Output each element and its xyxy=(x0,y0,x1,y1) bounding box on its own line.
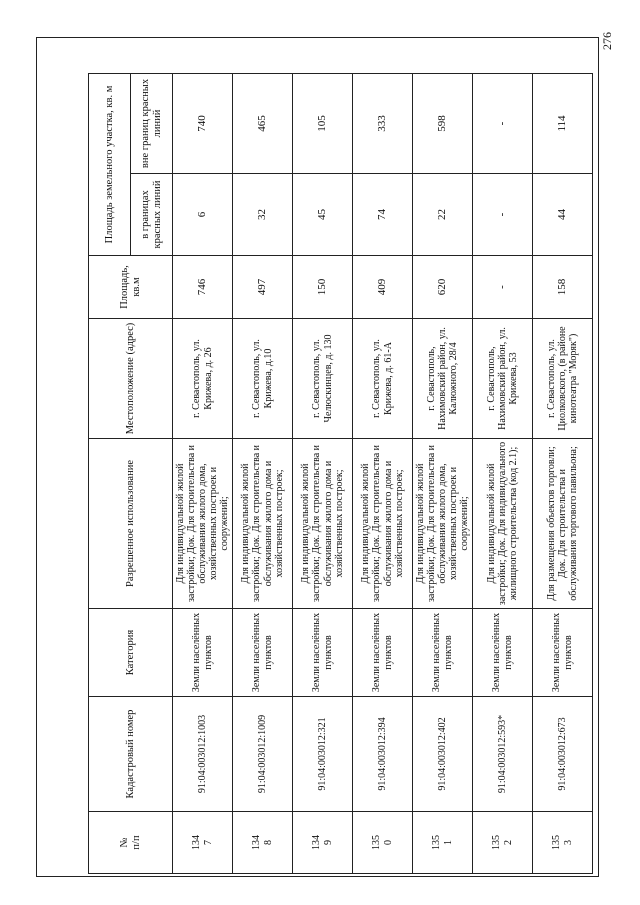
cell-area-within-red-lines: 44 xyxy=(533,174,593,256)
cell-cadastral-number: 91:04:003012:1003 xyxy=(173,697,233,812)
cell-cadastral-number: 91:04:003012:673 xyxy=(533,697,593,812)
cell-permitted-use: Для размещения объектов торговли; Док. Для строительства и обслуживания торгового павильона; xyxy=(533,439,593,609)
header-area: Площадь, кв.м xyxy=(89,256,173,319)
cell-permitted-use: Для индивидуальной жилой застройки; Док. Для строительства и обслуживания жилого дома и хозяйственных построек; xyxy=(293,439,353,609)
cell-permitted-use: Для индивидуальной жилой застройки; Док. Для строительства и обслуживания жилого дома и хозяйственных построек; xyxy=(233,439,293,609)
cell-area-within-red-lines: 45 xyxy=(293,174,353,256)
cell-row-number: 134 7 xyxy=(173,812,233,874)
table-row xyxy=(173,73,233,873)
cell-category: Земли населённых пунктов xyxy=(173,609,233,697)
cell-area-within-red-lines: - xyxy=(473,174,533,256)
rotated-table-container xyxy=(88,74,593,874)
header-num: № п/п xyxy=(89,812,173,874)
table-row xyxy=(353,73,413,873)
cell-area-within-red-lines: 22 xyxy=(413,174,473,256)
cell-permitted-use: Для индивидуальной жилой застройки; Док. Для строительства и обслуживания жилого дома, хозяйственных построек и сооружений; xyxy=(413,439,473,609)
cell-area-within-red-lines: 74 xyxy=(353,174,413,256)
cell-category: Земли населённых пунктов xyxy=(533,609,593,697)
cell-location: г. Севастополь, ул. Крижева, д. 26 xyxy=(173,319,233,439)
cell-row-number: 135 1 xyxy=(413,812,473,874)
cell-area-outside-red-lines: 740 xyxy=(173,73,233,173)
cell-cadastral-number: 91:04:003012:394 xyxy=(353,697,413,812)
cell-cadastral-number: 91:04:003012:321 xyxy=(293,697,353,812)
cell-area-outside-red-lines: 465 xyxy=(233,73,293,173)
cell-location: г. Севастополь, Нахимовский район, ул. Крижева, 53 xyxy=(473,319,533,439)
header-usage: Разрешенное использование xyxy=(89,439,173,609)
cell-permitted-use: Для индивидуальной жилой застройки; Док. Для строительства и обслуживания жилого дома и хозяйственных построек; xyxy=(353,439,413,609)
cell-area: 409 xyxy=(353,256,413,319)
cell-area-within-red-lines: 6 xyxy=(173,174,233,256)
cell-area-outside-red-lines: 333 xyxy=(353,73,413,173)
cell-location: г. Севастополь, ул. Циолковского, (в районе кинотеатра "Моряк") xyxy=(533,319,593,439)
header-within-red-lines: в границах красных линий xyxy=(131,174,173,256)
cell-row-number: 135 0 xyxy=(353,812,413,874)
cell-row-number: 134 9 xyxy=(293,812,353,874)
cell-area: 746 xyxy=(173,256,233,319)
header-cadastral: Кадастровый номер xyxy=(89,697,173,812)
cell-location: г. Севастополь, ул. Крижева, д. 61-А xyxy=(353,319,413,439)
cell-area: 497 xyxy=(233,256,293,319)
header-outside-red-lines: вне границ красных линий xyxy=(131,73,173,173)
table-row xyxy=(293,73,353,873)
cell-area: - xyxy=(473,256,533,319)
header-location: Местоположение (адрес) xyxy=(89,319,173,439)
cell-location: г. Севастополь, Нахимовский район, ул. Калюжного, 28/4 xyxy=(413,319,473,439)
cell-area-outside-red-lines: - xyxy=(473,73,533,173)
cell-cadastral-number: 91:04:003012:593* xyxy=(473,697,533,812)
cell-area: 150 xyxy=(293,256,353,319)
table-row xyxy=(233,73,293,873)
cell-permitted-use: Для индивидуальной жилой застройки; Док. Для строительства и обслуживания жилого дома, хозяйственных построек и сооружений; xyxy=(173,439,233,609)
cell-row-number: 135 2 xyxy=(473,812,533,874)
table-row xyxy=(533,73,593,873)
cell-area-outside-red-lines: 105 xyxy=(293,73,353,173)
cell-category: Земли населённых пунктов xyxy=(353,609,413,697)
cell-category: Земли населённых пунктов xyxy=(413,609,473,697)
cell-area-outside-red-lines: 598 xyxy=(413,73,473,173)
cell-location: г. Севастополь, ул. Крижева, д.10 xyxy=(233,319,293,439)
cell-category: Земли населённых пунктов xyxy=(293,609,353,697)
cell-cadastral-number: 91:04:003012:1009 xyxy=(233,697,293,812)
cell-location: г. Севастополь, ул. Челюскинцев, д. 130 xyxy=(293,319,353,439)
cell-row-number: 134 8 xyxy=(233,812,293,874)
table-row xyxy=(413,73,473,873)
cell-category: Земли населённых пунктов xyxy=(233,609,293,697)
cell-area-within-red-lines: 32 xyxy=(233,174,293,256)
cell-area-outside-red-lines: 114 xyxy=(533,73,593,173)
cell-area: 620 xyxy=(413,256,473,319)
cell-row-number: 135 3 xyxy=(533,812,593,874)
table-row xyxy=(473,73,533,873)
land-plots-table xyxy=(88,73,593,874)
header-land-area: Площадь земельного участка, кв. м xyxy=(89,73,131,255)
cell-permitted-use: Для индивидуальной жилой застройки; Док. Для индивидуального жилищного строительства (код 2.1); xyxy=(473,439,533,609)
header-category: Категория xyxy=(89,609,173,697)
cell-category: Земли населённых пунктов xyxy=(473,609,533,697)
page-number: 276 xyxy=(600,32,614,50)
cell-area: 158 xyxy=(533,256,593,319)
cell-cadastral-number: 91:04:003012:402 xyxy=(413,697,473,812)
